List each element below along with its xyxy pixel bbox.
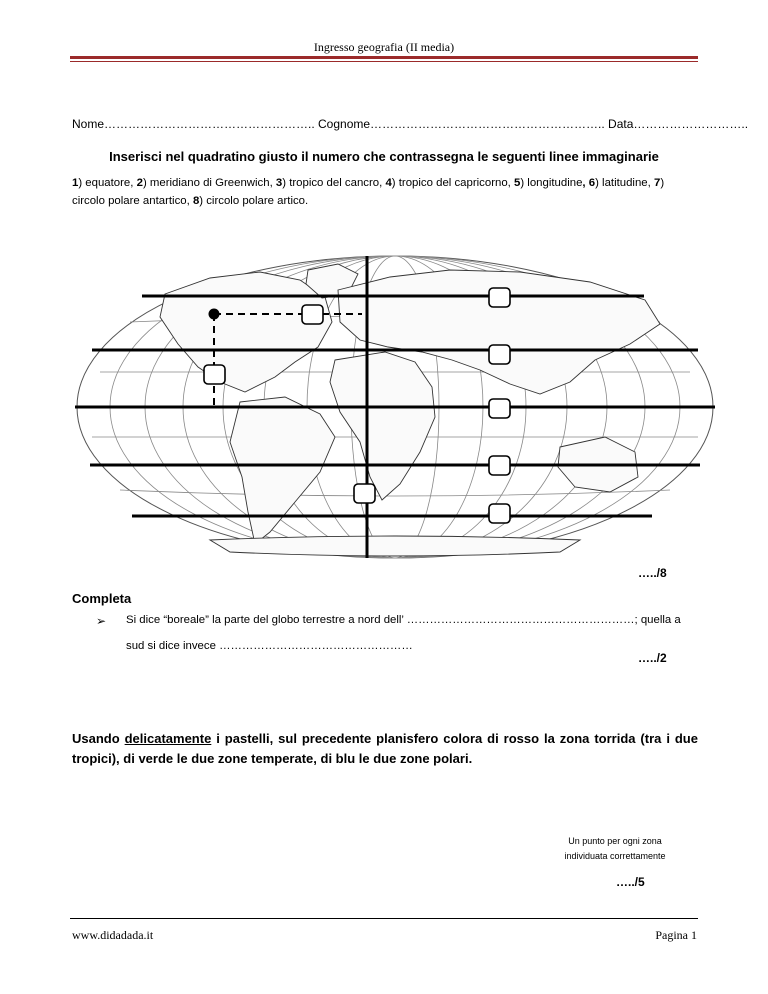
- item-text-7: ) circolo polare antartico,: [72, 177, 665, 207]
- antarctica-shape: [210, 536, 580, 556]
- completa-line-1[interactable]: Si dice “boreale” la parte del globo terrestre a nord dell’ ……………………………………………………; quella a: [126, 614, 681, 626]
- item-num-8: 8: [192, 195, 200, 207]
- score-exercise-1: …../8: [638, 566, 667, 580]
- name-surname-date-row[interactable]: Nome…………………………………………….. Cognome………………………………………………….. Data………………………..: [72, 117, 749, 131]
- header-rule-thin: [70, 61, 698, 62]
- footer-website: www.didadada.it: [72, 928, 154, 942]
- answer-box-line-2: [489, 345, 510, 364]
- item-text-6: ) latitudine,: [595, 177, 654, 189]
- footer-page-number: Pagina 1: [655, 928, 697, 942]
- coloring-instructions: [72, 729, 698, 769]
- item-text-1: ) equatore,: [78, 177, 137, 189]
- item-num-6: , 6: [582, 177, 596, 189]
- north-america-shape: [160, 272, 332, 392]
- coloring-text-before: Usando: [72, 731, 125, 746]
- answer-box-line-4: [489, 456, 510, 475]
- score-completa: …../2: [638, 651, 667, 665]
- completa-line-2[interactable]: sud si dice invece ……………………………………………: [126, 640, 413, 652]
- item-num-1: 1: [72, 177, 79, 189]
- footer-rule: [70, 918, 698, 919]
- exercise-title: Inserisci nel quadratino giusto il numero che contrassegna le seguenti linee immaginarie: [109, 149, 659, 164]
- south-america-shape: [230, 397, 335, 544]
- item-text-3: ) tropico del cancro,: [282, 177, 386, 189]
- answer-box-latitude: [204, 365, 225, 384]
- item-text-5: ) longitudine: [520, 177, 583, 189]
- item-num-4: 4: [385, 177, 392, 189]
- coloring-text-underlined: delicatamente: [124, 731, 212, 746]
- answer-box-line-1: [489, 288, 510, 307]
- exercise-instructions: [72, 174, 700, 210]
- item-num-3: 3: [275, 177, 283, 189]
- answer-box-line-3: [489, 399, 510, 418]
- answer-box-line-5: [489, 504, 510, 523]
- completa-title: Completa: [72, 591, 132, 606]
- scoring-note-line-1: Un punto per ogni zona: [568, 836, 662, 846]
- scoring-note: [545, 834, 685, 864]
- item-text-4: ) tropico del capricorno,: [391, 177, 514, 189]
- item-text-8: ) circolo polare artico.: [199, 195, 309, 207]
- scoring-note-line-2: individuata correttamente: [564, 851, 666, 861]
- item-num-5: 5: [514, 177, 521, 189]
- answer-box-greenwich: [354, 484, 375, 503]
- answer-box-longitude: [302, 305, 323, 324]
- africa-shape: [330, 352, 435, 500]
- item-text-2: ) meridiano di Greenwich,: [142, 177, 276, 189]
- page-header-title: Ingresso geografia (II media): [313, 40, 455, 54]
- item-num-7: 7: [653, 177, 661, 189]
- header-rule: [70, 56, 698, 59]
- bullet-arrow-icon: ➢: [96, 614, 107, 628]
- world-map: [70, 252, 720, 562]
- item-num-2: 2: [136, 177, 143, 189]
- score-coloring: …../5: [616, 875, 645, 889]
- coloring-text-after: i pastelli, sul precedente planisfero colora di rosso la zona torrida (tra i due tropici), di verde le due zone temperate, di blu le due zone polari.: [72, 731, 698, 766]
